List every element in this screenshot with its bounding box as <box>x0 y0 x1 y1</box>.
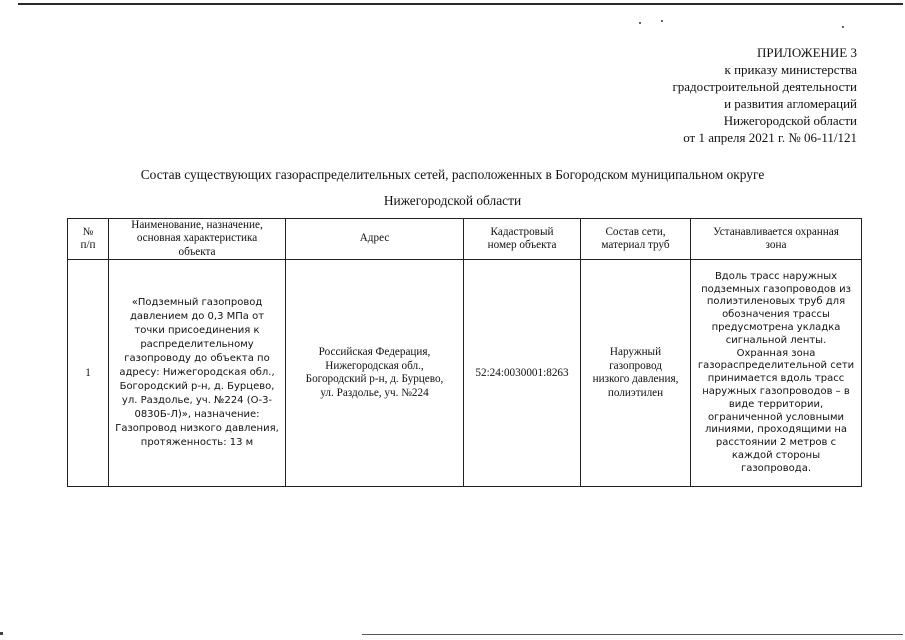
cell-number: 1 <box>68 260 109 487</box>
scan-speck <box>639 22 641 24</box>
appendix-line: градостроительной деятельности <box>672 79 857 94</box>
cell-protection-zone: Вдоль трасс наружных подземных газопроводов из полиэтиленовых труб для обозначения трассы предусмотрена укладка сигнальной ленты. Охранная зона газораспределительной сети принимается вдоль трасс наружных газопроводов – в виде территории, ограниченной условными линиями, проходящими на расстоянии 2 метров с каждой стороны газопровода. <box>691 260 862 487</box>
header-cadastral: Кадастровый номер объекта <box>464 219 581 260</box>
scan-top-border <box>18 3 903 5</box>
appendix-line: от 1 апреля 2021 г. № 06-11/121 <box>683 130 857 145</box>
cell-address: Российская Федерация, Нижегородская обл., Богородский р-н, д. Бурцево, ул. Раздолье, уч. №224 <box>286 260 464 487</box>
header-zone: Устанавливается охранная зона <box>691 219 862 260</box>
header-name: Наименование, назначение, основная характеристика объекта <box>109 219 286 260</box>
document-title: Состав существующих газораспределительных сетей, расположенных в Богородском муниципальном округе <box>140 167 765 182</box>
scan-speck <box>661 20 663 22</box>
table-header-row <box>68 219 862 260</box>
cell-object-name: «Подземный газопровод давлением до 0,3 МПа от точки присоединения к распределительному газопроводу до объекта по адресу: Нижегородская обл., Богородский р-н, д. Бурцево, ул. Раздолье, уч. №224 (О-3- 0830Б-Л)», назначение: Газопровод низкого давления, протяженность: 13 м <box>109 260 286 487</box>
appendix-line: Нижегородской области <box>723 113 857 128</box>
header-number: № п/п <box>68 219 109 260</box>
appendix-line: к приказу министерства <box>724 62 857 77</box>
table-row <box>68 260 862 487</box>
gas-network-table <box>67 218 862 487</box>
appendix-line: и развития агломераций <box>724 96 857 111</box>
document-title-continued: Нижегородской области <box>383 193 522 208</box>
appendix-line: ПРИЛОЖЕНИЕ 3 <box>757 45 857 60</box>
scan-speck <box>0 632 3 635</box>
header-network: Состав сети, материал труб <box>581 219 691 260</box>
cell-network: Наружный газопровод низкого давления, полиэтилен <box>581 260 691 487</box>
scan-speck <box>842 26 844 28</box>
appendix-header <box>672 44 857 146</box>
scan-bottom-border <box>362 634 903 635</box>
header-address: Адрес <box>286 219 464 260</box>
cell-cadastral: 52:24:0030001:8263 <box>464 260 581 487</box>
